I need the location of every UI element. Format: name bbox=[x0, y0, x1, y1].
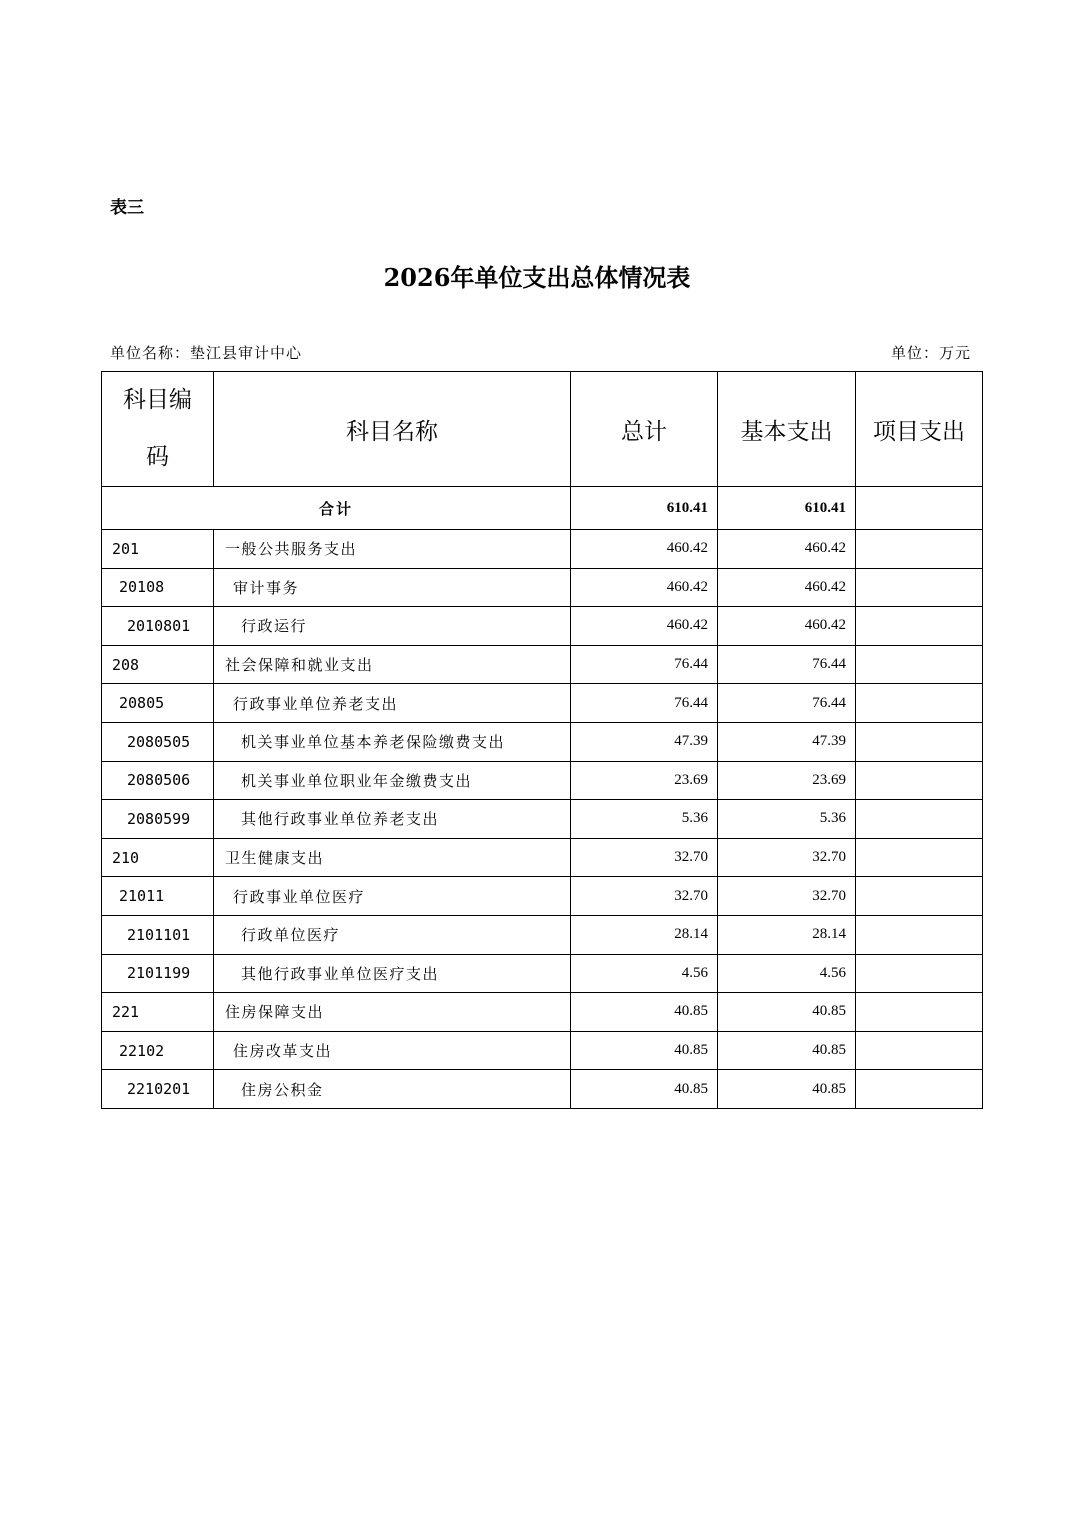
row-name: 机关事业单位基本养老保险缴费支出 bbox=[214, 722, 571, 761]
row-code: 208 bbox=[102, 645, 214, 684]
row-project bbox=[856, 1070, 983, 1109]
row-total: 40.85 bbox=[571, 1070, 718, 1109]
row-project bbox=[856, 877, 983, 916]
row-name: 住房公积金 bbox=[214, 1070, 571, 1109]
table-row bbox=[102, 838, 983, 877]
row-project bbox=[856, 761, 983, 800]
row-total: 5.36 bbox=[571, 800, 718, 839]
row-basic: 40.85 bbox=[718, 1070, 856, 1109]
row-name: 一般公共服务支出 bbox=[214, 530, 571, 569]
row-name: 其他行政事业单位医疗支出 bbox=[214, 954, 571, 993]
table-row bbox=[102, 568, 983, 607]
row-basic: 460.42 bbox=[718, 568, 856, 607]
row-project bbox=[856, 954, 983, 993]
header-code-line1: 科目编 bbox=[123, 387, 192, 413]
row-total: 76.44 bbox=[571, 684, 718, 723]
row-basic: 4.56 bbox=[718, 954, 856, 993]
header-basic: 基本支出 bbox=[718, 372, 856, 487]
row-total: 460.42 bbox=[571, 530, 718, 569]
table-row bbox=[102, 954, 983, 993]
row-total: 460.42 bbox=[571, 568, 718, 607]
row-total: 76.44 bbox=[571, 645, 718, 684]
row-basic: 76.44 bbox=[718, 684, 856, 723]
row-code: 22102 bbox=[102, 1031, 214, 1070]
row-basic: 40.85 bbox=[718, 1031, 856, 1070]
row-name: 行政运行 bbox=[214, 607, 571, 646]
row-project bbox=[856, 645, 983, 684]
total-row bbox=[102, 487, 983, 530]
row-total: 4.56 bbox=[571, 954, 718, 993]
row-name: 机关事业单位职业年金缴费支出 bbox=[214, 761, 571, 800]
row-name: 审计事务 bbox=[214, 568, 571, 607]
row-project bbox=[856, 993, 983, 1032]
row-code: 2101101 bbox=[102, 915, 214, 954]
row-code: 2080599 bbox=[102, 800, 214, 839]
expenditure-table bbox=[101, 371, 983, 1109]
row-code: 2010801 bbox=[102, 607, 214, 646]
unit-name: 单位名称：垫江县审计中心 bbox=[110, 344, 303, 362]
table-row bbox=[102, 800, 983, 839]
row-project bbox=[856, 915, 983, 954]
table-row bbox=[102, 1070, 983, 1109]
row-code: 21011 bbox=[102, 877, 214, 916]
total-total: 610.41 bbox=[571, 487, 718, 530]
row-code: 2080506 bbox=[102, 761, 214, 800]
row-code: 2080505 bbox=[102, 722, 214, 761]
row-project bbox=[856, 800, 983, 839]
document-title: 2026年单位支出总体情况表 bbox=[383, 263, 691, 292]
row-name: 行政事业单位医疗 bbox=[214, 877, 571, 916]
row-project bbox=[856, 838, 983, 877]
table-row bbox=[102, 607, 983, 646]
row-project bbox=[856, 530, 983, 569]
row-total: 32.70 bbox=[571, 838, 718, 877]
row-project bbox=[856, 607, 983, 646]
row-basic: 23.69 bbox=[718, 761, 856, 800]
row-name: 行政单位医疗 bbox=[214, 915, 571, 954]
row-total: 28.14 bbox=[571, 915, 718, 954]
header-name: 科目名称 bbox=[214, 372, 571, 487]
row-basic: 32.70 bbox=[718, 838, 856, 877]
row-code: 20108 bbox=[102, 568, 214, 607]
table-row bbox=[102, 1031, 983, 1070]
row-code: 221 bbox=[102, 993, 214, 1032]
table-row bbox=[102, 877, 983, 916]
row-code: 2101199 bbox=[102, 954, 214, 993]
row-code: 201 bbox=[102, 530, 214, 569]
total-basic: 610.41 bbox=[718, 487, 856, 530]
row-name: 行政事业单位养老支出 bbox=[214, 684, 571, 723]
row-basic: 40.85 bbox=[718, 993, 856, 1032]
row-name: 卫生健康支出 bbox=[214, 838, 571, 877]
header-project: 项目支出 bbox=[856, 372, 983, 487]
row-total: 40.85 bbox=[571, 993, 718, 1032]
row-project bbox=[856, 684, 983, 723]
row-name: 住房保障支出 bbox=[214, 993, 571, 1032]
row-name: 其他行政事业单位养老支出 bbox=[214, 800, 571, 839]
row-total: 32.70 bbox=[571, 877, 718, 916]
total-project bbox=[856, 487, 983, 530]
row-code: 2210201 bbox=[102, 1070, 214, 1109]
row-project bbox=[856, 568, 983, 607]
row-code: 210 bbox=[102, 838, 214, 877]
table-row bbox=[102, 722, 983, 761]
header-total: 总计 bbox=[571, 372, 718, 487]
table-row bbox=[102, 684, 983, 723]
header-code bbox=[102, 372, 214, 487]
row-basic: 76.44 bbox=[718, 645, 856, 684]
table-row bbox=[102, 645, 983, 684]
row-basic: 28.14 bbox=[718, 915, 856, 954]
row-total: 47.39 bbox=[571, 722, 718, 761]
header-row bbox=[102, 372, 983, 487]
row-total: 40.85 bbox=[571, 1031, 718, 1070]
row-total: 460.42 bbox=[571, 607, 718, 646]
table-row bbox=[102, 915, 983, 954]
table-row bbox=[102, 993, 983, 1032]
row-basic: 460.42 bbox=[718, 607, 856, 646]
row-basic: 5.36 bbox=[718, 800, 856, 839]
table-row bbox=[102, 530, 983, 569]
row-name: 社会保障和就业支出 bbox=[214, 645, 571, 684]
table-row bbox=[102, 761, 983, 800]
row-project bbox=[856, 722, 983, 761]
row-code: 20805 bbox=[102, 684, 214, 723]
row-basic: 32.70 bbox=[718, 877, 856, 916]
currency-unit-label: 单位：万元 bbox=[890, 344, 971, 362]
row-project bbox=[856, 1031, 983, 1070]
total-label: 合计 bbox=[102, 487, 571, 530]
row-total: 23.69 bbox=[571, 761, 718, 800]
header-code-line2: 码 bbox=[146, 444, 169, 470]
row-basic: 47.39 bbox=[718, 722, 856, 761]
row-name: 住房改革支出 bbox=[214, 1031, 571, 1070]
table-number: 表三 bbox=[110, 198, 144, 218]
row-basic: 460.42 bbox=[718, 530, 856, 569]
